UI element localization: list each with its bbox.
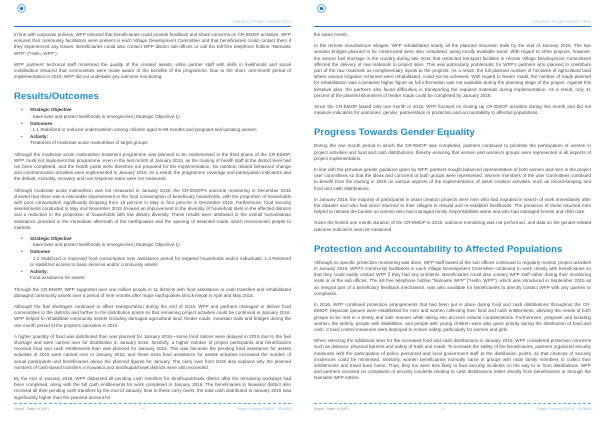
footer-project: Single Country EMOP - 200668 bbox=[236, 406, 291, 411]
paragraph: Given the limited one month duration of the CR-EMOP in 2016, outcome monitoring was not performed, and data on the gender-related outcome indicators was not measured. bbox=[314, 220, 591, 232]
bullet-item bbox=[14, 269, 291, 281]
report-header-title: Standard Project Report 2016 bbox=[532, 19, 591, 24]
bullet-text: : 1.2 Stabilized or improved food consumption over assistance period for targeted households and/or individuals; 1.3 Restored or stabilized access to basic services and/or community assets bbox=[30, 255, 291, 267]
footer-country: Nepal, State of (NP) bbox=[314, 406, 349, 411]
bullet-item bbox=[14, 134, 291, 146]
wfp-emblem-icon bbox=[317, 4, 326, 13]
paragraph: During the one month period in which the CR-EMOP was completed, partners continued to prioritise the participation of women in project activities and food and cash distributions, thereby ensuring that women and women's groups were represented in all aspects of project implementation. bbox=[314, 143, 591, 161]
bullet-label: Strategic Objective bbox=[30, 107, 72, 113]
document-page-right bbox=[300, 0, 600, 424]
bullet-item bbox=[14, 107, 291, 119]
header-rule bbox=[314, 26, 591, 28]
section-heading-results-outcomes: Results/Outcomes bbox=[14, 91, 100, 103]
report-header-title: Standard Project Report 2016 bbox=[232, 19, 291, 24]
wfp-emblem-icon bbox=[17, 4, 26, 13]
paragraph: Through the CR-EMOP, WFP supported over one million people in 11 districts with food assistance or cash transfers and rehabilitated damaged community assets over a period of nine months after major earthquakes struck Nepal in April and May 2015. bbox=[14, 286, 291, 298]
paragraph: Although moderate acute malnutrition was not measured in January 2016, the CR-EMOP's outcome monitoring in December 2015 showed that there was a noticeable improvement in the food consumption of beneficiary households, with the proportion of households with poor consumption significantly dropping from 19 percent in May to four percent in December 2015. Furthermore, food security assessments conducted in May and November 2015 showed an improvement in the diversity of household diets in the affected districts and a reduction in the proportion of households with low dietary diversity. These results were attributed to the overall humanitarian assistance provided in the immediate aftermath of the earthquakes and the opening of essential roads, which reconnected people to markets. bbox=[14, 187, 291, 230]
paragraph: In 2016, WFP continued protection arrangements that had been put in place during food and cash distributions throughout the CR-EMOP. Separate queues were established for men and women collecting their food and cash entitlements, allowing the needs of both groups to be met in a timely and safe manner while taking into account cultural considerations. Furthermore, pregnant and lactating women, the elderly, people with disabilities, and people with young children were also given priority during the distribution of food and cash. Crowd control measures were deployed to ensure safety, particularly for women and girls. bbox=[314, 302, 591, 332]
page-body bbox=[14, 32, 291, 401]
page-footer bbox=[314, 403, 591, 411]
page-footer bbox=[14, 403, 291, 411]
paragraph: Although the fuel shortages continued to affect transportation during the end of 2015, WFP and partners managed to deliver food commodities to the districts and further to the distribution points so that remaining project activities could be continued in January 2016. WFP helped to rehabilitate community assets including damaged agricultural land, feeder roads, mountain trails and bridges during the one month period of the project's operation in 2016. bbox=[14, 303, 291, 328]
bullet-label: Strategic Objective bbox=[30, 236, 72, 242]
bullet-text: : 1.1 Stabilized or reduced undernutrition among children aged 6–59 months and pregnant and lactating women bbox=[30, 127, 257, 133]
footer-project: Single Country EMOP - 200668 bbox=[536, 406, 591, 411]
paragraph: WFP partners' technical staff monitored the quality of the created assets, while partner staff with skills in livelihoods and social mobilisation ensured that communities were made aware of the benefits of the programme. Due to the short, one-month period of implementation in 2016, WFP did not undertake any outcome monitoring. bbox=[14, 61, 291, 80]
paragraph: Although no specific protection monitoring was done, WFP staff based at the sub offices continued to regularly monitor project activities in January 2016. WFP's community facilitators in each Village Development Committee continued to work closely with beneficiaries so that they could easily contact WFP if they had any problems. Beneficiaries could also contact WFP staff either during their monitoring visits or at the sub offices. The toll free telephone hotline "Namaste WFP" ("Hello, WFP"), which was introduced in September 2015 as an integral part of a beneficiary feedback mechanism, was also available for beneficiaries to directly contact WFP with any queries or complaints. bbox=[314, 259, 591, 296]
footer-page-number: 20 bbox=[440, 406, 445, 411]
paragraph: Since the CR-EMOP lasted only one month in 2016, WFP focused on closing up CR-EMOP activities during this month and did not measure indicators for outcomes, gender, partnerships or protection and accountability to affected populations. bbox=[314, 104, 591, 116]
page-body bbox=[314, 32, 591, 382]
bullet-label: Outcome bbox=[30, 249, 50, 255]
objective-bullet-list bbox=[14, 107, 291, 146]
bullet-item bbox=[14, 236, 291, 248]
bullet-label: Activity: bbox=[30, 134, 49, 140]
wfp-emblem-center bbox=[20, 7, 23, 10]
section-heading-protection-accountability: Protection and Accountability to Affected Populations bbox=[314, 243, 563, 255]
bullet-text: : Save lives and protect livelihoods in emergencies (Strategic Objective 1) bbox=[30, 242, 180, 248]
page-header bbox=[14, 4, 291, 27]
header-rule bbox=[14, 26, 291, 28]
section-heading-gender-equality: Progress Towards Gender Equality bbox=[314, 127, 475, 139]
bullet-text: : Save lives and protect livelihoods in emergencies (Strategic Objective 1) bbox=[30, 113, 180, 119]
bullet-label: Activity: bbox=[30, 269, 49, 275]
paragraph-continuation: the same month. bbox=[314, 32, 349, 37]
bullet-label: Outcomes bbox=[30, 120, 53, 126]
bullet-item bbox=[14, 249, 291, 268]
bullet-item bbox=[14, 121, 291, 133]
wfp-emblem-center bbox=[320, 7, 323, 10]
paragraph: In line with corporate policies, WFP ensured that beneficiaries could provide feedback and share concerns on CR-EMOP activities. WFP ensured that community facilitators were present in each Village Development Committee and that beneficiaries could contact them if they experienced any issues. Beneficiaries could also contact WFP district sub-offices or call the toll-free telephone hotline "Namaste WFP" ("Hello, WFP"). bbox=[14, 32, 291, 56]
paragraph: In the remote mountainous villages, WFP rehabilitated nearly all the planned mountain trails by the end of January 2016. The two wooden bridges planned to be constructed were also completed, using locally available wood. With regard to other projects, however, the severe fuel shortage in the country during late 2015 that restricted transport facilities in remote Village Development Committees affected the delivery of raw materials to project sites. This was particularly problematic for WFP's partners who planned to contribute part of the raw materials as complimentary inputs to the projects. As a result, the full planned number of hectares of agricultural land where various irrigation schemes were rehabilitated, could not be achieved. With regard to feeder roads, the number of roads planned for rehabilitation was a tentative higher figure as full information was not available during the planning stage of the project. Against this tentative plan, the partners also faced difficulties in transporting the required materials during implementation. As a result, only 41 percent of the planned kilometres of feeder roads could be completed by January 2016. bbox=[314, 43, 591, 98]
footer-page-number: 19 bbox=[140, 406, 145, 411]
bullet-text: Treatment of moderate acute malnutrition of target groups bbox=[30, 140, 148, 146]
paragraph: When selecting the additional sites for the increased food and cash distributions in January 2016, WFP considered protection concerns such as distance, physical barriers and safety of trails and roads. To increase the safety of the beneficiaries, partners organized security measures with the participation of police personnel and local government staff at the distribution points, so that chances of security incidences could be minimised. Similarly, women beneficiaries normally came in groups with male family members to collect their entitlements and travel back home. Thus, they too were less likely to face security incidents on the way to or from distributions. WFP and partners received no complaints of security incidents relating to cash distributions either directly from beneficiaries or through the Namaste WFP hotline. bbox=[314, 338, 591, 381]
paragraph: By the end of January 2016, WFP disbursed all pending cash transfers for Sindhupalchowk district after the remaining workdays had been completed, along with the full cash entitlements for work completed in January 2016. The beneficiaries in Nuwakot district also received all their pending cash transfers by the end of January. Due to these carry-overs, the total cash distributed in January 2016 was significantly higher than the planned amount for bbox=[14, 375, 291, 400]
paragraph: A higher quantity of food was distributed than was planned for January 2016—some food rations were delayed in 2015 due to the fuel shortage and were carried over for distribution in January 2016. Similarly, a higher number of project participants and beneficiaries received food and cash entitlements than was planned for January 2016. This was because the pending food assistance for assets activities of 2015 were carried over to January 2016, and these extra food assistance for assets activities increased the number of actual participants and beneficiaries above the planned figures for January. The carry over from 2015 also explains why the planned numbers of cash-based transfers in Nuwakot and Sindhupalchowk districts were also exceeded. bbox=[14, 333, 291, 370]
bullet-text: Food assistance for assets bbox=[30, 275, 85, 281]
page-header bbox=[314, 4, 591, 27]
paragraph: In line with the previous gender guidance given by WFP, partners sought balanced representation of both women and men in the project user committees so that the ideas and concerns of both groups were represented. Women members of the user committees continued to benefit from the training in 2015 on various aspects of the implementation of asset creation activities, such as record-keeping and food and cash distributions. bbox=[314, 167, 591, 191]
paragraph: Although the moderate acute malnutrition treatment programme was planned to be implemented in the third phase of the CR-EMOP, WFP could not implement this programme, even in the last month of January 2016, as the training of health staff at the district level had not been completed, and the health posts were therefore not prepared for the implementation. No nutrition related behaviour change and communication activities were implemented in January 2016. As a result, the programme coverage and participation indicators and the default, mortality, recovery and non-response rates were not measured. bbox=[14, 151, 291, 182]
paragraph: In January 2016, the majority of participants in asset creation projects were men who had migrated in search of work immediately after the disaster and who had since returned to their villages to rebuild and re-establish livelihoods. The presence of these returned men helped to release the burden on women who had managed family responsibilities alone and who had managed homes and child care. bbox=[314, 196, 591, 215]
objective-bullet-list bbox=[14, 236, 291, 281]
footer-country: Nepal, State of (NP) bbox=[14, 406, 49, 411]
